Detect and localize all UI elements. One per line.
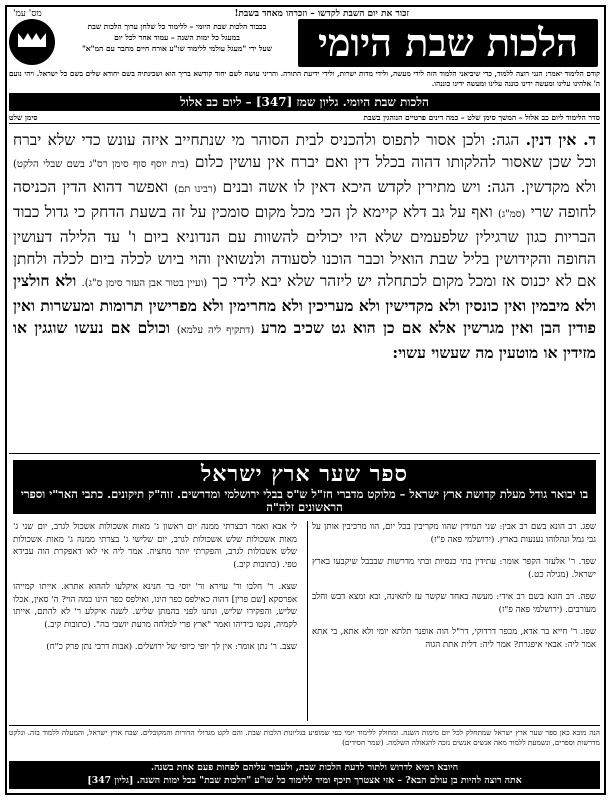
masthead-info (59, 21, 295, 54)
siman-label: סימן שלט (9, 113, 38, 122)
motto: זכור את יום השבת לקדשו – וזכרהו מאחד בשבת! (234, 9, 409, 19)
text-segment: ולא מקדשין. הגה: ויש מתירין לקדש היכא דאין לו אשה ובנים (222, 178, 596, 196)
column-entry: שפד. ר' אלעזר הקפר אומר: עתידין בתי כנסיות ובתי מדרשות שבבבל שיקבעו בארץ ישראל. (מגילה כט.) (312, 557, 596, 580)
masthead (9, 19, 600, 67)
bottom-banner (9, 761, 600, 789)
issue-header: הלכות שבת היומי. גליון שמז [347] – ליום כב אלול (9, 93, 600, 111)
right-column (312, 521, 596, 721)
text-segment: ואף על גב דלא קיימא לן הכי מכל מקום סומכין על זה בשעת הדחק כי גדול כבוד הבריות כגון שרגילין שלפעמים שלא היו יכולים להשוות עם הנדוניא ביום ו' עד הלילה דעושין החופה והקידושין בליל שבת הואיל וכבר הוכנו לסעודה ולנשואין והוי ביוש לכלה ביום לכלה ולחתן אם לא יכנוס אז ומכל מקום לכתחלה יש ליזהר שלא יבא לידי כך (13, 203, 597, 290)
study-order-text: סדר הלימוד ליום כב אלול – המשך סימן שלט – כמה דינים פרטיים הנוהגין בשבת (363, 113, 600, 122)
citation: (בית יוסף סוף סימן רס"ג בשם שבלי הלקט) (13, 159, 189, 170)
page-number-label: מס' עמ' (13, 9, 42, 19)
newsletter-page (5, 5, 606, 795)
crown-icon (9, 19, 55, 65)
footnote: הנה מובא כאן ספר שער ארץ ישראל שמתחלק לכל יום מימות השנה. ומחולק ללימוד יומי כפי שמופיע בגליונות הלכות שבת. והם לקט מגדולי הדורות והמקובלים. שבח ארץ ישראל, והמעלה ללמוד בזה. ונלקט מדרשות וספרים, ונשמעת ללמוד מאה אנשים אנשים נזכה להגאולה השלמה. (שמר חסידים) (9, 725, 600, 748)
citation: (דתקיף ליה עלמא) (176, 325, 255, 336)
book-title: ספר שער ארץ ישראל (200, 461, 409, 487)
info-line: שעל ידי "מעגל עולמי ללימוד שו"ע אורח חיים מחבר עם המ"א" (81, 44, 273, 53)
main-text (13, 129, 596, 364)
citation: (סמ"ג) (497, 209, 526, 220)
column-entry: שפו. ר' חייא בר אדא, מכפר דרדוקי, דר"ל הוה אופנר תלתא יומי ולא אתא, בי אתא אמר ליה: אבאי איפגרת? אמר ליה: דלית אתת הגוה (312, 627, 596, 650)
citation: (ועיין בטור אבן העזר סימן ס"ג). (81, 278, 208, 289)
page-title: הלכות שבת היומי (298, 19, 598, 67)
info-line: במעגל כל ימות השנה – עמוד אחד לכל יום (114, 33, 240, 42)
column-entry: שצא. ר' חלבו ור' עוירא ור' יוסי בר חנינא איקלעו לההוא אתרא. אייתו קמייהו אפרסקא [שם פרין] דהוה כאילפס כפר הינו, ואילפס כפר הינו כמה הוי? ה' סאין, אכלו שליש, והפקירו שליש, ונתנו לפני בהמתן שליש. לשנה איקלע ר' לא להתם, אייתו לקמיה, נקטו בידיהו ואמר "ארץ פרי למלחה מרעת יושבי בה". (כתובות קיב.) (13, 582, 297, 630)
left-column (13, 521, 297, 721)
column-entry: לי אבא ואמר דבצרתי ממנה יום ראשון ג' מאות אשכולות אשכול לגרב, יום שני ג' מאות אשכולות שלש אשכולות לגרב, יום שלישי ג' בצרתי ממנה ג' מאות אשכולות שלש אשכולות לגרב, והפקרתי יותר מחציה. אמר ליה אי לאו דאפקרת הוה עבידא טפי. (כתובות קיב.) (13, 522, 297, 570)
lead-phrase: ד. אין דנין. (525, 130, 596, 149)
column-entry: שפה. רב הונא בשם רב אידי: מעשה באחד שקשר עז לתאינה, ובא ומצא דבש וחלב מעורבים. (ירושלמי פאה פ"ז) (312, 592, 596, 615)
column-entry: שצב. ר' נתן אומר: אין לך יופי כיופי של ירושלים. (אבות דרבי נתן פרק כ"ח) (46, 642, 297, 652)
two-columns (13, 521, 596, 723)
bottom-line: חיובא רמיא לדרוש ולתור לדעת הלכות שבת, ולעבור עליהם לפחות פעם אחת בשנה. (150, 762, 459, 773)
book-banner (13, 460, 596, 514)
study-order (9, 113, 600, 124)
book-subtitle: בו יבואר גודל מעלת קדושת ארץ ישראל – מלוקט מדברי חז"ל ש"ס בבלי ירושלמי ומדרשים. זוה"ק תיקונים. כתבי האר"י וספרי הראשונים זלה"ה (20, 487, 589, 514)
intro-prayer: קודם הלימוד יאמר: הנני רוצה ללמוד, כדי שיביאני הלמוד הזה לידי מעשה, ולידי מדות ישרות, ולידי ידיעת התורה. והריני עושה לשם יחוד קודשא בריך הוא ושכינתיה בשם יחודא שלים בשם כל ישראל. ויהי נועם ה' אלהינו עלינו ומעשה ידינו כוננה עלינו ומעשה ידינו כוננהו. (9, 69, 600, 88)
bold-segment: ולא חולצין ולא מיבמין ואין כונסין ולא מקדישין ולא מעריכין ולא מחרימין ולא מפרישין תרומות ומעשרות ואין פודין הבן ואין מגרשין אלא אם כן הוא גט שכיב מרע (13, 271, 596, 337)
column-entry: שפג. רב הונא בשם רב אבין: שני תמידין שהוו מקריבין בכל יום, הוו מרכיבין אותן על גבי גמל ונהלוהו נענעות בארץ. (ירושלמי פאה פ"ז) (312, 522, 596, 545)
text-segment: ואפשר דהוא הדין הכניסה לחופה שרי (13, 178, 596, 221)
section-divider (9, 453, 600, 454)
bold-segment: וכולם אם נעשו שוגגין או מזידין או מוטעין מה שעשוי עשוי: (13, 318, 596, 362)
bottom-line: אתה רוצה להיות בן עולם הבא? – אזי אצטרך תיכף ומיד ללימוד כל שו"ע "הלכות שבת" בכל ימות השנה. [גליון 347] (87, 775, 522, 786)
citation: (רבינו תם) (174, 184, 217, 195)
info-line: בכבוד הלכות שבת היומי – ללימוד כל שלחן ערוך הלכות שבת (87, 22, 267, 31)
column-divider (307, 521, 308, 721)
text-segment: הגה: ולכן אסור לתפוס ולהכניס לבית הסוהר מי שנתחייב איזה עונש כדי שלא יברח וכל שכן שאסור להלקותו דהוה בכלל דין ואם יברח אין עושין כלום (13, 131, 596, 171)
